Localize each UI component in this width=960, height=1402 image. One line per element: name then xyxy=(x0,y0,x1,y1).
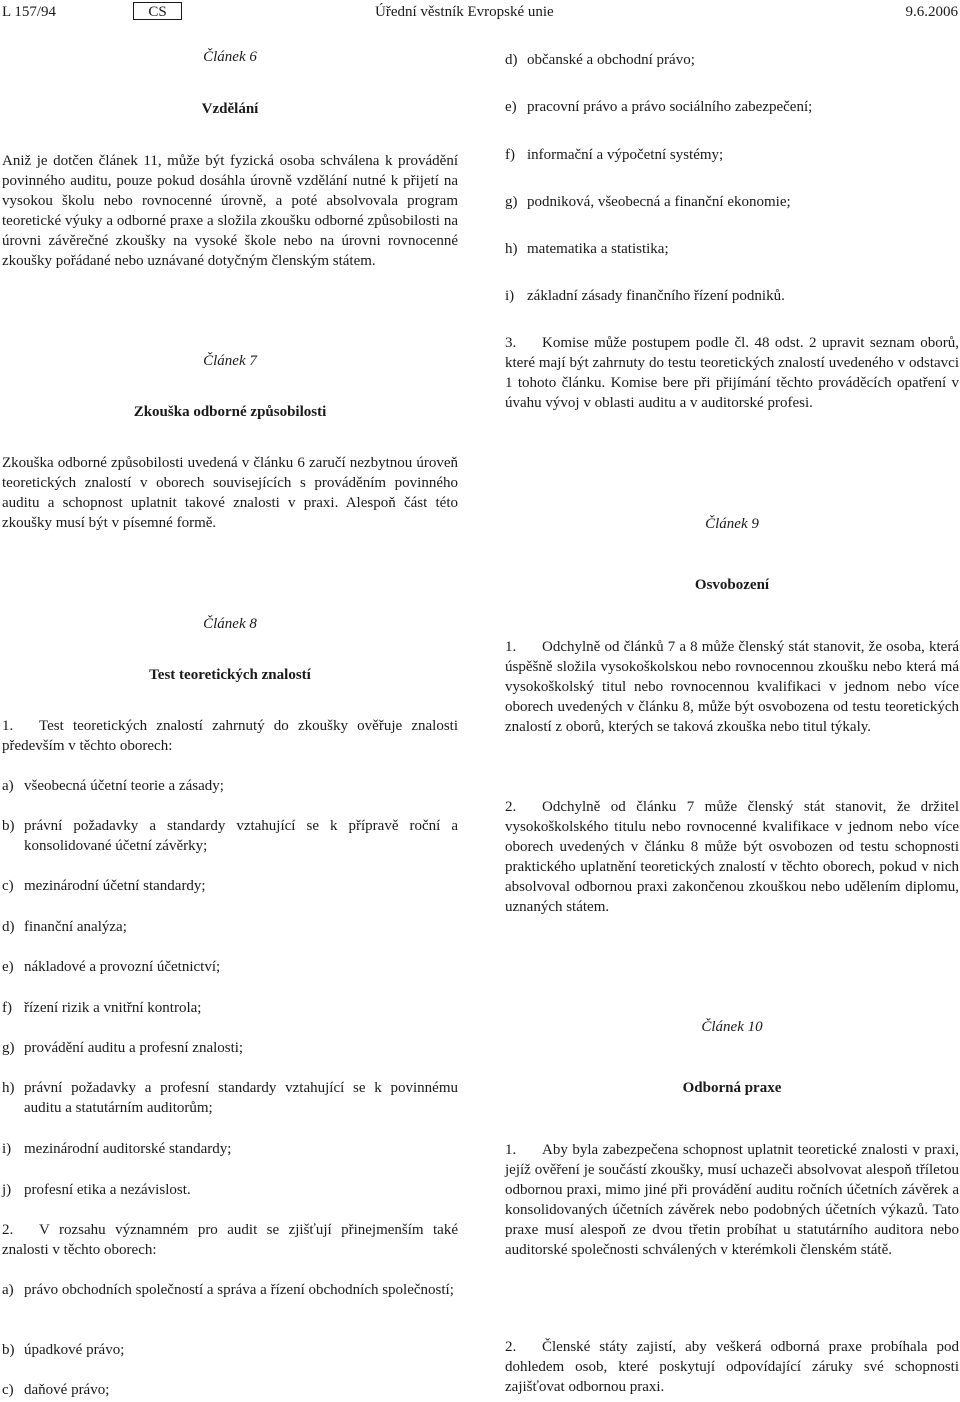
article-8-paragraph-1 xyxy=(2,716,458,756)
paragraph-number: 1. xyxy=(505,639,517,655)
list-item-text: všeobecná účetní teorie a zásady; xyxy=(24,778,224,794)
page-reference: L 157/94 xyxy=(2,4,57,20)
list-item xyxy=(2,1139,458,1159)
list-item xyxy=(2,1280,458,1300)
article-10-paragraph-1 xyxy=(505,1140,959,1260)
article-8-paragraph-2 xyxy=(2,1220,458,1260)
article-10-heading: Článek 10 xyxy=(701,1019,763,1035)
journal-title: Úřední věstník Evropské unie xyxy=(375,4,554,20)
paragraph-number: 2. xyxy=(505,1339,517,1355)
list-item-label: d) xyxy=(2,919,15,935)
list-item-label: b) xyxy=(2,818,15,834)
page-header xyxy=(0,0,960,24)
list-item-text: úpadkové právo; xyxy=(24,1342,125,1358)
paragraph-text: Odchylně od článků 7 a 8 může členský stát stanovit, že osoba, která úspěšně složila vysokoškolskou nebo rovnocennou zkoušku nebo která má vysokoškolský titul nebo rovnocennou kvalifikaci v jednom nebo více oborech uvedených v článku 8, může být osvobozena od testu teoretických znalostí z oborů, kterých se taková zkouška nebo titul týkaly. xyxy=(505,639,959,735)
list-item-label: h) xyxy=(2,1080,15,1096)
list-item-label: a) xyxy=(2,778,14,794)
list-item-text: základní zásady finančního řízení podniků. xyxy=(527,288,785,304)
list-item xyxy=(2,1180,458,1200)
list-item-label: g) xyxy=(505,194,518,210)
paragraph-text: Odchylně od článku 7 může členský stát stanovit, že držitel vysokoškolského titulu nebo rovnocenné kvalifikace v jednom nebo více oborech uvedených v článku 8 může být osvobozen od testu schopnosti praktického uplatnění teoretických znalostí v těchto oborech, pokud v nich absolvoval odbornou praxi zakončenou zkouškou nebo udělením diplomu, uznaných státem. xyxy=(505,799,959,915)
paragraph-number: 2. xyxy=(2,1222,14,1238)
list-item xyxy=(2,776,458,796)
list-item-text: řízení rizik a vnitřní kontrola; xyxy=(24,1000,202,1016)
list-item-label: c) xyxy=(2,878,14,894)
list-item-text: mezinárodní účetní standardy; xyxy=(24,878,206,894)
article-6-title: Vzdělání xyxy=(201,101,259,117)
article-8-paragraph-3 xyxy=(505,333,959,413)
list-item-label: e) xyxy=(2,959,14,975)
list-item xyxy=(505,192,959,212)
list-item-label: d) xyxy=(505,52,518,68)
list-item xyxy=(505,145,959,165)
article-7-body: Zkouška odborné způsobilosti uvedená v článku 6 zaručí nezbytnou úroveň teoretických znalostí v oborech souvisejících s prováděním povinného auditu a schopnost uplatnit takové znalosti v praxi. Alespoň část této zkoušky musí být v písemné formě. xyxy=(2,455,458,531)
paragraph-number: 1. xyxy=(2,718,14,734)
list-item-text: právní požadavky a standardy vztahující se k přípravě roční a konsolidované účetní závěrky; xyxy=(24,818,458,854)
list-item-label: j) xyxy=(2,1182,12,1198)
list-item-label: a) xyxy=(2,1282,14,1298)
list-item-text: matematika a statistika; xyxy=(527,241,669,257)
article-9-paragraph-2 xyxy=(505,797,959,917)
paragraph-text: Test teoretických znalostí zahrnutý do zkoušky ověřuje znalosti především v těchto oborech: xyxy=(2,718,458,754)
paragraph-number: 1. xyxy=(505,1142,517,1158)
list-item-label: c) xyxy=(2,1382,14,1398)
list-item-label: b) xyxy=(2,1342,15,1358)
list-item-text: podniková, všeobecná a finanční ekonomie; xyxy=(527,194,791,210)
list-item-label: f) xyxy=(2,1000,12,1016)
list-item xyxy=(505,239,959,259)
article-9-title: Osvobození xyxy=(694,577,770,593)
list-item xyxy=(2,917,458,937)
list-item xyxy=(505,50,959,70)
list-item-text: mezinárodní auditorské standardy; xyxy=(24,1141,232,1157)
list-item xyxy=(2,1340,458,1360)
list-item-text: právní požadavky a profesní standardy vztahující se k povinnému auditu a statutárním auditorům; xyxy=(24,1080,458,1116)
list-item-label: i) xyxy=(2,1141,12,1157)
list-item xyxy=(2,1078,458,1118)
list-item-text: profesní etika a nezávislost. xyxy=(24,1182,191,1198)
article-8-title: Test teoretických znalostí xyxy=(149,667,311,683)
list-item xyxy=(2,816,458,856)
list-item-text: právo obchodních společností a správa a řízení obchodních společností; xyxy=(24,1282,454,1298)
article-10-title: Odborná praxe xyxy=(682,1080,782,1096)
list-item xyxy=(2,876,458,896)
article-6-heading: Článek 6 xyxy=(203,49,257,65)
list-item xyxy=(505,97,959,117)
article-7-heading: Článek 7 xyxy=(203,353,257,369)
list-item-label: g) xyxy=(2,1040,15,1056)
article-8-heading: Článek 8 xyxy=(203,616,257,632)
article-7-title: Zkouška odborné způsobilosti xyxy=(133,404,327,420)
list-item-text: informační a výpočetní systémy; xyxy=(527,147,724,163)
language-badge: CS xyxy=(133,2,182,20)
list-item xyxy=(2,1380,458,1400)
paragraph-number: 2. xyxy=(505,799,517,815)
paragraph-text: Komise může postupem podle čl. 48 odst. 2 upravit seznam oborů, které mají být zahrnuty do testu teoretických znalostí uvedeného v odstavci 1 tohoto článku. Komise bere při přijímání těchto prováděcích opatření v úvahu vývoj v oblasti auditu a v auditorské profesi. xyxy=(505,335,959,411)
paragraph-number: 3. xyxy=(505,335,517,351)
list-item-label: e) xyxy=(505,99,517,115)
list-item-text: pracovní právo a právo sociálního zabezpečení; xyxy=(527,99,813,115)
list-item-text: provádění auditu a profesní znalosti; xyxy=(24,1040,244,1056)
list-item xyxy=(2,1038,458,1058)
list-item xyxy=(505,286,959,306)
article-9-heading: Článek 9 xyxy=(705,516,759,532)
list-item-label: h) xyxy=(505,241,518,257)
list-item xyxy=(2,998,458,1018)
article-10-paragraph-2 xyxy=(505,1337,959,1397)
article-6-body: Aniž je dotčen článek 11, může být fyzická osoba schválena k provádění povinného auditu, pouze pokud dosáhla úrovně vzdělání nutné k přijetí na vysokou školu nebo rovnocenné úrovně, a poté absolvovala program teoretické výuky a odborné praxe a složila zkoušku odborné způsobilosti na úrovni závěrečné zkoušky na vysoké škole nebo na úrovni rovnocenné zkoušky pořádané nebo uznávané dotyčným členským státem. xyxy=(2,153,458,269)
publication-date: 9.6.2006 xyxy=(905,4,958,20)
article-9-paragraph-1 xyxy=(505,637,959,737)
list-item-text: občanské a obchodní právo; xyxy=(527,52,695,68)
list-item-label: i) xyxy=(505,288,515,304)
list-item xyxy=(2,957,458,977)
paragraph-text: Členské státy zajistí, aby veškerá odborná praxe probíhala pod dohledem osob, které poskytují odpovídající záruky své schopnosti zajišťovat odbornou praxi. xyxy=(505,1339,959,1395)
list-item-text: nákladové a provozní účetnictví; xyxy=(24,959,221,975)
list-item-label: f) xyxy=(505,147,515,163)
list-item-text: finanční analýza; xyxy=(24,919,127,935)
paragraph-text: Aby byla zabezpečena schopnost uplatnit teoretické znalosti v praxi, jejíž ověření je součástí zkoušky, musí uchazeči absolvovat alespoň tříletou odbornou praxi, mimo jiné při provádění auditu ročních účetních závěrek a konsolidovaných účetních závěrek nebo podobných účetních výkazů. Tato praxe musí alespoň ze dvou třetin probíhat u statutárního auditora nebo auditorské společnosti schválených v kterémkoli členském státě. xyxy=(505,1142,959,1258)
paragraph-text: V rozsahu významném pro audit se zjišťují přinejmenším také znalosti v těchto oborech: xyxy=(2,1222,458,1258)
list-item-text: daňové právo; xyxy=(24,1382,110,1398)
